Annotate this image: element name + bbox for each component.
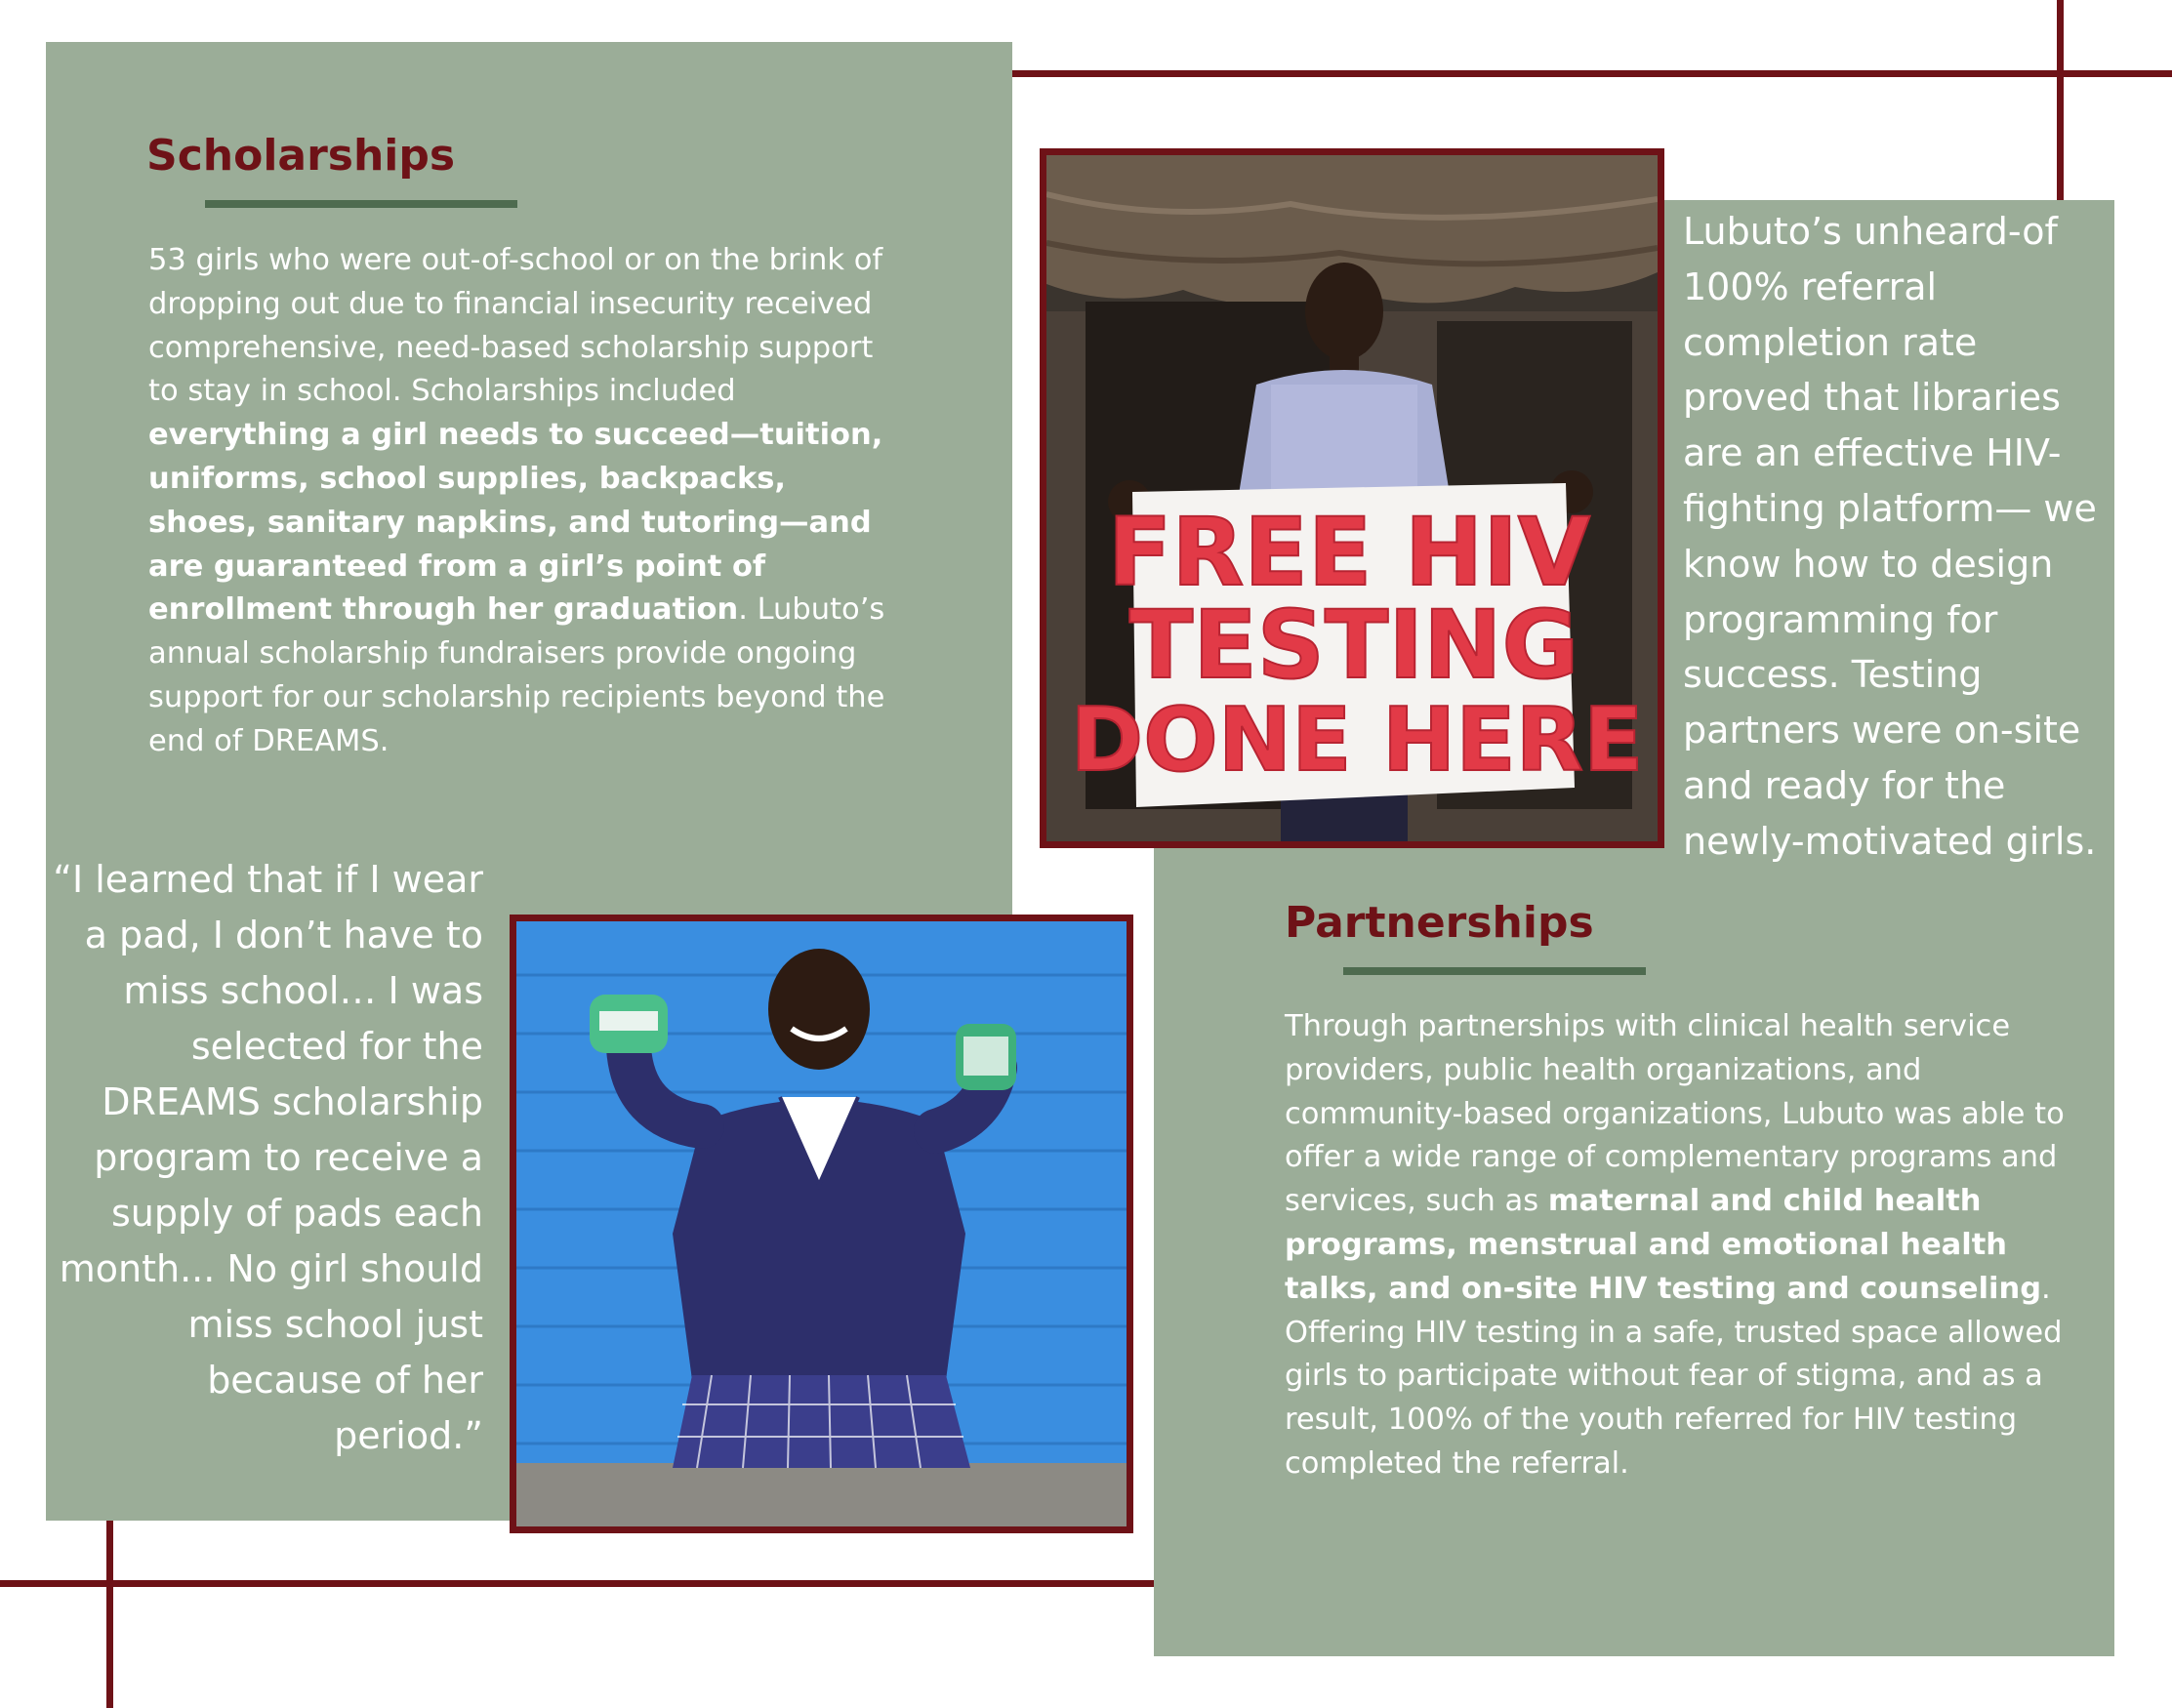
sign-line-2: TESTING bbox=[1128, 590, 1579, 700]
scholarships-body-text: 53 girls who were out-of-school or on the brink of dropping out due to financial insecurity received comprehensive, need-based scholarship support to stay in school. Scholarships included bbox=[148, 243, 883, 409]
scholarships-heading-underline bbox=[205, 200, 517, 208]
partnerships-heading: Partnerships bbox=[1285, 898, 1594, 948]
partnerships-body-text: Through partnerships with clinical health service providers, public health organizations, and community-based organizations, Lubuto was able to offer a wide range of complementary programs and services, such as bbox=[1285, 1009, 2065, 1219]
student-with-pads-illustration bbox=[516, 921, 1127, 1526]
scholarships-body-text-end: . Lubuto’s annual scholarship fundraisers provide ongoing support for our scholarship recipients beyond the end of DREAMS. bbox=[148, 592, 885, 758]
scholarships-body-emphasis: everything a girl needs to succeed—tuition, uniforms, school supplies, backpacks, shoes, sanitary napkins, and tutoring—and are guaranteed from a girl’s point of enrollment through her graduation bbox=[148, 418, 883, 628]
referral-callout: Lubuto’s unheard-of 100% referral completion rate proved that libraries are an effective HIV-fighting platform— we know how to design programming for success. Testing partners were on-site and ready for the newly-motivated girls. bbox=[1683, 210, 2097, 863]
hiv-testing-sign-illustration bbox=[1046, 155, 1658, 841]
bottom-vertical-rule bbox=[106, 1518, 113, 1708]
partnerships-body-text-end: . Offering HIV testing in a safe, trusted space allowed girls to participate without fear of stigma, and as a result, 100% of the youth referred for HIV testing completed the referral. bbox=[1285, 1271, 2063, 1481]
hiv-testing-sign-photo bbox=[1040, 148, 1664, 848]
partnerships-body bbox=[1285, 1005, 2066, 1486]
student-with-pads-photo bbox=[510, 915, 1133, 1533]
scholarships-heading: Scholarships bbox=[146, 131, 456, 181]
student-quote: “I learned that if I wear a pad, I don’t have to miss school… I was selected for the DREAMS scholarship program to receive a supply of pads each month... No girl should miss school just because of her period.” bbox=[53, 858, 483, 1457]
bottom-horizontal-rule bbox=[0, 1580, 1157, 1587]
top-horizontal-rule bbox=[1010, 70, 2172, 77]
scholarships-body bbox=[148, 239, 890, 764]
sign-line-1: FREE HIV bbox=[1107, 498, 1591, 607]
partnerships-body-emphasis: maternal and child health programs, menstrual and emotional health talks, and on-site HIV testing and counseling bbox=[1285, 1184, 2042, 1306]
top-vertical-rule bbox=[2057, 0, 2064, 200]
sign-line-3: DONE HERE bbox=[1070, 689, 1644, 792]
partnerships-heading-underline bbox=[1343, 967, 1646, 975]
